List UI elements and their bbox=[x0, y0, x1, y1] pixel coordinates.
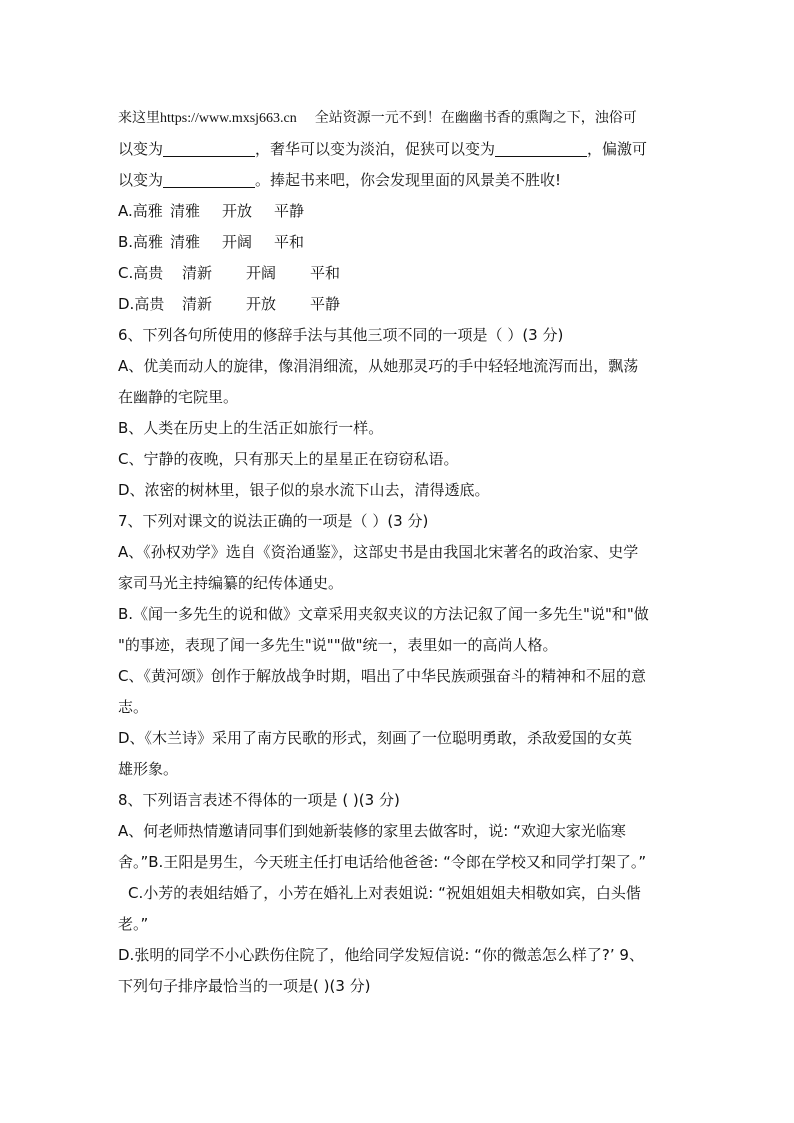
option-word: 平和 bbox=[274, 233, 305, 251]
option-word: 开放 bbox=[246, 295, 277, 313]
option-label: B.高雅 bbox=[118, 233, 164, 251]
q8-line3: C.小芳的表姐结婚了，小芳在婚礼上对表姐说: “祝姐姐姐夫相敬如宾，白头偕 bbox=[128, 884, 641, 902]
document-page bbox=[118, 103, 678, 1002]
q6-option-d: D、浓密的树林里，银子似的泉水流下山去，清得透底。 bbox=[118, 481, 490, 499]
q9-stem: 下列句子排序最恰当的一项是( )(3 分) bbox=[118, 977, 371, 995]
q6-option-a-cont: 在幽静的宅院里。 bbox=[118, 388, 239, 406]
q5-text: 以变为 bbox=[118, 140, 164, 158]
option-word: 清雅 bbox=[170, 233, 201, 251]
q5-option-d bbox=[118, 289, 678, 320]
q5-line3 bbox=[118, 165, 678, 196]
site-url[interactable]: https://www.mxsj663.cn bbox=[160, 111, 297, 126]
q6-stem: 6、下列各句所使用的修辞手法与其他三项不同的一项是（ ）(3 分) bbox=[118, 326, 564, 344]
header-line bbox=[118, 103, 678, 134]
q8-line4: 老。” bbox=[118, 915, 149, 933]
option-word: 清新 bbox=[182, 295, 213, 313]
q7-option-b-cont: "的事迹，表现了闻一多先生"说""做"统一，表里如一的高尚人格。 bbox=[118, 636, 558, 654]
option-word: 开阔 bbox=[222, 233, 253, 251]
q6-option-a: A、优美而动人的旋律，像涓涓细流，从她那灵巧的手中轻轻地流泻而出，飘荡 bbox=[118, 357, 639, 375]
q5-text-part1: 在幽幽书香的熏陶之下，浊俗可 bbox=[440, 110, 637, 126]
option-word: 平静 bbox=[310, 295, 341, 313]
q7-option-d: D、《木兰诗》采用了南方民歌的形式，刻画了一位聪明勇敢，杀敌爱国的女英 bbox=[118, 729, 633, 747]
site-slogan: 全站资源一元不到！ bbox=[314, 110, 441, 126]
q7-option-a: A、《孙权劝学》选自《资治通鉴》，这部史书是由我国北宋著名的政治家、史学 bbox=[118, 543, 639, 561]
q6-option-c: C、宁静的夜晚，只有那天上的星星正在窃窃私语。 bbox=[118, 450, 459, 468]
option-label: D.高贵 bbox=[118, 295, 165, 313]
q7-option-a-cont: 家司马光主持编纂的纪传体通史。 bbox=[118, 574, 344, 592]
q7-option-c-cont: 志。 bbox=[118, 698, 149, 716]
q6-option-b: B、人类在历史上的生活正如旅行一样。 bbox=[118, 419, 384, 437]
q5-text: 以变为 bbox=[118, 171, 164, 189]
q7-stem: 7、下列对课文的说法正确的一项是（ ）(3 分) bbox=[118, 512, 429, 530]
q5-text: 。捧起书来吧，你会发现里面的风景美不胜收! bbox=[255, 171, 562, 189]
q8-stem: 8、下列语言表述不得体的一项是 ( )(3 分) bbox=[118, 791, 400, 809]
site-prefix: 来这里 bbox=[118, 110, 160, 126]
q7-option-c: C、《黄河颂》创作于解放战争时期，唱出了中华民族顽强奋斗的精神和不屈的意 bbox=[118, 667, 646, 685]
option-label: C.高贵 bbox=[118, 264, 164, 282]
fill-blank bbox=[495, 140, 587, 157]
q8-line1: A、何老师热情邀请同事们到她新装修的家里去做客时，说: “欢迎大家光临寒 bbox=[118, 822, 626, 840]
option-word: 清雅 bbox=[170, 202, 201, 220]
q5-text: ，偏激可 bbox=[587, 140, 648, 158]
fill-blank bbox=[163, 171, 255, 188]
q5-option-c bbox=[118, 258, 678, 289]
option-word: 平静 bbox=[274, 202, 305, 220]
q5-text: ，奢华可以变为淡泊，促狭可以变为 bbox=[255, 140, 496, 158]
option-label: A.高雅 bbox=[118, 202, 163, 220]
option-word: 开放 bbox=[222, 202, 253, 220]
q8-line2: 舍。”B.王阳是男生，今天班主任打电话给他爸爸: “令郎在学校又和同学打架了。” bbox=[118, 853, 647, 871]
q7-option-d-cont: 雄形象。 bbox=[118, 760, 179, 778]
option-word: 平和 bbox=[310, 264, 341, 282]
q8-line5: D.张明的同学不小心跌伤住院了，他给同学发短信说: “你的微恙怎么样了?’ 9、 bbox=[118, 946, 644, 964]
q7-option-b: B.《闻一多先生的说和做》文章采用夹叙夹议的方法记叙了闻一多先生"说"和"做 bbox=[118, 605, 649, 623]
option-word: 开阔 bbox=[246, 264, 277, 282]
option-word: 清新 bbox=[182, 264, 213, 282]
q5-option-a bbox=[118, 196, 678, 227]
q5-line2 bbox=[118, 134, 678, 165]
q5-option-b bbox=[118, 227, 678, 258]
fill-blank bbox=[163, 140, 255, 157]
